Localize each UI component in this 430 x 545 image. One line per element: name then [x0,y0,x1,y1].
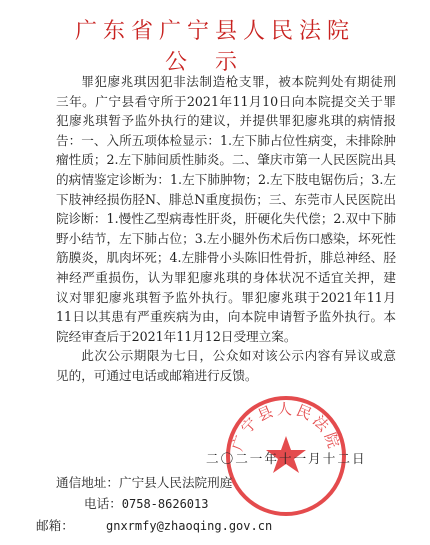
email-label: 邮箱： [36,518,74,533]
phone-row [56,493,272,515]
phone-value: 0758-8626013 [121,497,209,511]
body-paragraph-2: 此次公示期限为七日，公众如对该公示内容有异议或意见的，可通过电话或邮箱进行反馈。 [56,348,396,383]
email-value[interactable]: gnxrmfy@zhaoqing.gov.cn [106,519,273,533]
notice-body [56,72,396,386]
address-label: 通信地址： [56,475,119,490]
notice-title: 公示 [164,50,265,75]
email-row [36,515,273,537]
issue-date: 二〇二一年十一月十二日 [206,451,367,466]
address-row [56,472,272,493]
address-value: 广宁县人民法院刑庭 [118,475,233,490]
court-name: 广东省广宁县人民法院 [74,19,355,44]
body-paragraph-1: 罪犯廖兆琪因犯非法制造枪支罪，被本院判处有期徒刑三年。广宁县看守所于2021年11月10日向本院提交关于罪犯廖兆琪暂予监外执行的建议，并提供罪犯廖兆琪的病情报告：一、入所五项体检显示：1.左下肺占位性病变，未排除肿瘤性质；2.左下肺间质性肺炎。二、肇庆市第一人民医院出具的病情鉴定诊断为：1.左下肺肿物；2.左下肢电锯伤后；3.左下肢神经损伤胫N、腓总N重度损伤；三、东莞市人民医院出院诊断：1.慢性乙型病毒性肝炎，肝硬化失代偿；2.双中下肺野小结节，左下肺占位；3.左小腿外伤术后伤口感染，坏死性筋膜炎，肌肉坏死；4.左腓骨小头陈旧性骨折，腓总神经、胫神经严重损伤，认为罪犯廖兆琪的身体状况不适宜关押，建议对罪犯廖兆琪暂予监外执行。罪犯廖兆琪于2021年11月11日以其患有严重疾病为由，向本院申请暂予监外执行。本院经审查后于2021年11月12日受理立案。 [56,74,396,344]
seal-text: 广宁县人民法院 [228,400,344,454]
document-header [0,14,430,76]
phone-label: 电话： [84,496,122,511]
contact-block [36,472,273,537]
